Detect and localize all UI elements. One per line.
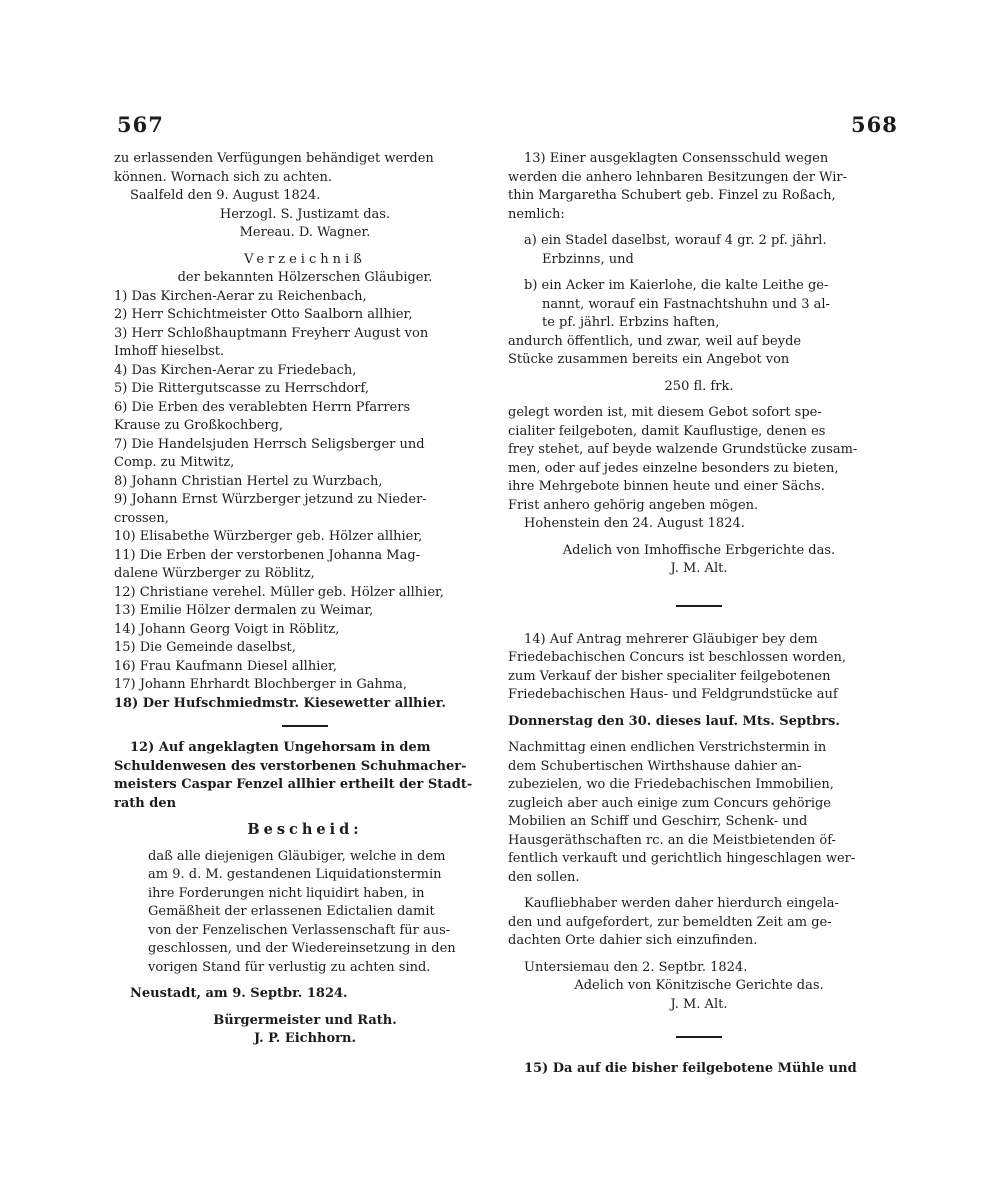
text-line: 14) Auf Antrag mehrerer Gläubiger bey dem [524,631,818,647]
text-line: zubezielen, wo die Friedebachischen Immobilien, [508,777,834,792]
authority: Adelich von Imhoffische Erbgerichte das. [562,542,836,558]
list-item: 3) Herr Schloßhauptmann Freyherr August von [114,325,429,341]
amount: 250 fl. frk. [664,378,734,394]
text-line: Gemäßheit der erlassenen Edictalien damit [148,904,435,919]
text-line: 13) Einer ausgeklagten Consensschuld wegen [524,151,829,166]
list-item: a) ein Stadel daselbst, worauf 4 gr. 2 pf. jährl. [524,233,827,248]
list-item: 12) Christiane verehel. Müller geb. Hölzer allhier, [114,584,444,600]
notice-14-closing [508,895,890,951]
text-line: zugleich aber auch einige zum Concurs gehörige [508,795,831,811]
text-line: werden die anhero lehnbaren Besitzungen der Wir- [508,169,847,185]
list-item: 11) Die Erben der verstorbenen Johanna Mag- [114,547,421,563]
list-item-continuation: dalene Würzberger zu Röblitz, [114,566,315,581]
text-line: thin Margaretha Schubert geb. Finzel zu Roßach, [508,188,836,203]
signer: J. M. Alt. [670,561,728,576]
list-item: 18) Der Hufschmiedmstr. Kiesewetter allhier. [114,695,446,711]
list-item: 2) Herr Schichtmeister Otto Saalborn allhier, [114,307,413,322]
notice-14-continued [508,739,890,887]
list-item: 14) Johann Georg Voigt in Röblitz, [114,621,340,637]
text-line: andurch öffentlich, und zwar, weil auf beyde [508,333,802,349]
authority: Bürgermeister und Rath. [213,1012,397,1028]
signers: Mereau. D. Wagner. [239,225,371,240]
text-line: zum Verkauf der bisher specialiter feilgebotenen [508,668,831,684]
text-line: Mobilien an Schiff und Geschirr, Schenk- und [508,814,808,829]
place-date: Hohenstein den 24. August 1824. [524,516,745,531]
list-item: 13) Emilie Hölzer dermalen zu Weimar, [114,603,374,618]
text-line: daß alle diejenigen Gläubiger, welche in dem [148,848,446,864]
text-line: Schuldenwesen des verstorbenen Schuhmacher- [114,758,467,774]
list-item: 17) Johann Ehrhardt Blochberger in Gahma, [114,677,408,692]
notice-13 [508,150,890,224]
text-line: Friedebachischen Concurs ist beschlossen worden, [508,650,847,665]
text-line: können. Wornach sich zu achten. [114,169,333,185]
list-item: 5) Die Rittergutscasse zu Herrschdorf, [114,381,369,396]
authority: Herzogl. S. Justizamt das. [219,206,391,222]
text-line: dachten Orte dahier sich einzufinden. [508,933,758,948]
list-item-continuation: Krause zu Großkochberg, [114,418,284,433]
list-item: 7) Die Handelsjuden Herrsch Seligsberger und [114,436,425,452]
text-line: fentlich verkauft und gerichtlich hingeschlagen wer- [508,851,856,866]
notice-13-continued [508,404,890,515]
list-item: b) ein Acker im Kaierlohe, die kalte Leithe ge- [524,278,829,293]
text-line: Frist anhero gehörig angeben mögen. [508,497,759,513]
authority: Adelich von Könitzische Gerichte das. [574,978,824,993]
list-item-continuation: Comp. zu Mitwitz, [114,455,235,470]
list-title: Verzeichniß [244,251,366,267]
text-line: meisters Caspar Fenzel allhier ertheilt der Stadt- [114,777,473,792]
text-line: vorigen Stand für verlustig zu achten sind. [148,959,431,975]
notice-12 [114,739,496,813]
list-item: 10) Elisabethe Würzberger geb. Hölzer allhier, [114,529,423,544]
list-item: 1) Das Kirchen-Aerar zu Reichenbach, [114,288,367,304]
text-line: von der Fenzelischen Verlassenschaft für aus- [148,922,451,938]
list-item-continuation: nannt, worauf ein Fastnachtshuhn und 3 al- [542,296,830,312]
notice-15: 15) Da auf die bisher feilgebotene Mühle und [524,1061,857,1076]
page-number-right: 568 [851,112,898,137]
text-line: 12) Auf angeklagten Ungehorsam in dem [130,740,431,755]
text-line: zu erlassenden Verfügungen behändiget werden [114,151,434,166]
bescheid-body [114,848,496,978]
bescheid-heading: Bescheid: [247,821,363,838]
place-date: Saalfeld den 9. August 1824. [130,188,321,203]
text-line: gelegt worden ist, mit diesem Gebot sofort spe- [508,405,822,420]
text-line: dem Schubertischen Wirthshause dahier an- [508,758,802,774]
list-item-continuation: Erbzinns, und [542,251,634,267]
notice-14 [508,631,890,705]
text-line: geschlossen, und der Wiedereinsetzung in den [148,941,456,956]
section-divider [676,605,722,607]
text-line: men, oder auf jedes einzelne besonders zu bieten, [508,460,839,476]
list-item: 15) Die Gemeinde daselbst, [114,640,296,655]
place-date: Neustadt, am 9. Septbr. 1824. [130,986,348,1001]
right-column [508,150,890,1079]
text-line: Nachmittag einen endlichen Verstrichstermin in [508,740,827,755]
text-line: rath den [114,795,177,811]
text-line: Friedebachischen Haus- und Feldgrundstücke auf [508,687,838,702]
page-number-left: 567 [117,112,164,137]
section-divider [676,1036,722,1038]
list-item-continuation: Imhoff hieselbst. [114,344,225,359]
text-line: den und aufgefordert, zur bemeldten Zeit am ge- [508,914,832,930]
list-item: 9) Johann Ernst Würzberger jetzund zu Nieder- [114,492,427,507]
text-line: ihre Forderungen nicht liquidirt haben, in [148,885,425,901]
list-subtitle: der bekannten Hölzerschen Gläubiger. [177,270,433,285]
text-line: Hausgeräthschaften rc. an die Meistbietenden öf- [508,832,836,848]
signer: J. M. Alt. [670,996,728,1012]
text-line: am 9. d. M. gestandenen Liquidationstermin [148,867,442,882]
signer: J. P. Eichhorn. [253,1031,357,1046]
section-divider [282,725,328,727]
text-line: Stücke zusammen bereits ein Angebot von [508,352,790,367]
text-line: cialiter feilgeboten, damit Kauflustige, denen es [508,423,826,439]
list-item: 6) Die Erben des verablebten Herrn Pfarrers [114,399,411,415]
auction-date: Donnerstag den 30. dieses lauf. Mts. Septbrs. [508,713,840,729]
list-item: 8) Johann Christian Hertel zu Wurzbach, [114,473,383,489]
text-line: ihre Mehrgebote binnen heute und einer Sächs. [508,479,825,494]
creditor-list [114,288,496,714]
list-item: 4) Das Kirchen-Aerar zu Friedebach, [114,362,357,378]
text-line: nemlich: [508,206,565,222]
place-date: Untersiemau den 2. Septbr. 1824. [524,959,748,975]
text-line: Kaufliebhaber werden daher hierdurch eingela- [524,896,839,911]
list-item-continuation: crossen, [114,510,169,526]
list-item-continuation: te pf. jährl. Erbzins haften, [542,315,720,330]
text-line: frey stehet, auf beyde walzende Grundstücke zusam- [508,442,858,457]
list-item: 16) Frau Kaufmann Diesel allhier, [114,658,337,674]
text-line: den sollen. [508,869,580,885]
left-column [114,150,496,1049]
